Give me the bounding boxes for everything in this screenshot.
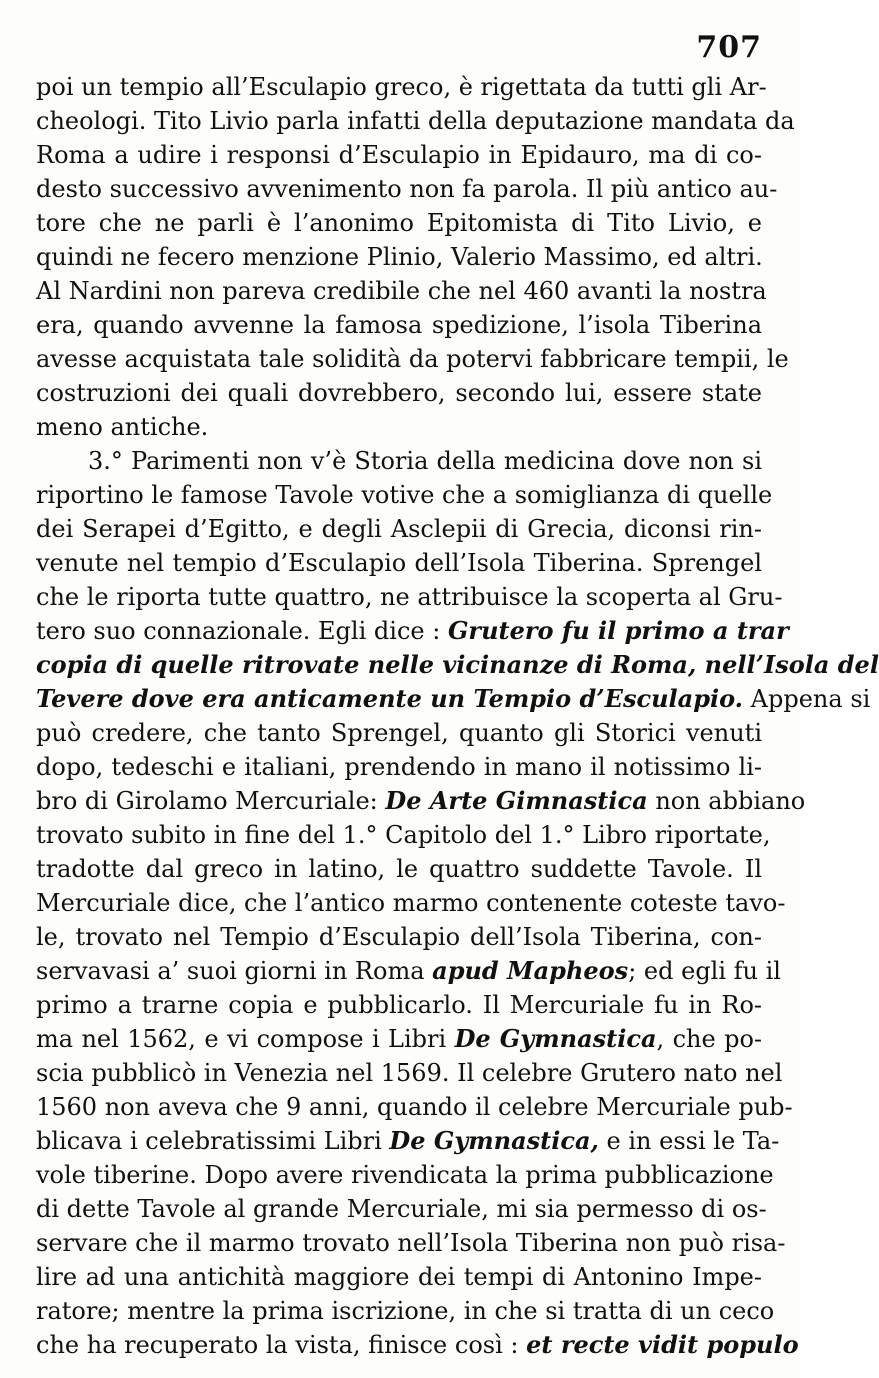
text-run: che ha recuperato la vista, finisce così : xyxy=(36,1331,527,1359)
text-run: trovato subito in fine del 1.° Capitolo del 1.° Libro riportate, xyxy=(36,821,771,849)
text-line xyxy=(36,240,762,274)
text-line xyxy=(36,546,762,580)
text-line xyxy=(36,138,762,172)
text-line xyxy=(36,1294,775,1328)
text-line xyxy=(36,988,762,1022)
text-run: vole tiberine. Dopo avere rivendicata la prima pubblicazione xyxy=(36,1161,774,1189)
text-run: può credere, che tanto Sprengel, quanto gli Storici venuti xyxy=(36,719,762,747)
text-line xyxy=(36,1090,793,1124)
text-run: tradotte dal greco in latino, le quattro suddette Tavole. Il xyxy=(36,855,762,883)
text-run: blicava i celebratissimi Libri xyxy=(36,1127,390,1155)
italic-text: Tevere dove era anticamente un Tempio d’Esculapio. xyxy=(36,684,744,713)
text-run: riportino le famose Tavole votive che a somiglianza di quelle xyxy=(36,481,773,509)
text-line xyxy=(36,478,773,512)
text-run: tero suo connazionale. Egli dice : xyxy=(36,617,448,645)
text-line xyxy=(36,342,789,376)
text-line xyxy=(36,614,789,648)
text-line xyxy=(36,784,806,818)
text-run: venute nel tempio d’Esculapio dell’Isola Tiberina. Sprengel xyxy=(36,549,762,577)
text-line xyxy=(36,1328,799,1362)
italic-text: De Gymnastica xyxy=(454,1024,657,1053)
text-run: Appena si xyxy=(743,685,871,713)
text-line xyxy=(36,1124,780,1158)
text-line xyxy=(36,1022,762,1056)
text-line xyxy=(36,308,762,342)
page-number: 707 xyxy=(696,30,762,65)
text-run: 1560 non aveva che 9 anni, quando il celebre Mercuriale pub- xyxy=(36,1093,793,1121)
text-line xyxy=(36,682,871,716)
text-run: servare che il marmo trovato nell’Isola Tiberina non può risa- xyxy=(36,1229,786,1257)
text-run: e in essi le Ta- xyxy=(598,1127,780,1155)
text-run: primo a trarne copia e pubblicarlo. Il Mercuriale fu in Ro- xyxy=(36,991,762,1019)
text-line xyxy=(36,580,783,614)
text-line xyxy=(36,920,762,954)
text-line xyxy=(36,954,781,988)
text-run: di dette Tavole al grande Mercuriale, mi sia permesso di os- xyxy=(36,1195,767,1223)
text-run: era, quando avvenne la famosa spedizione, l’isola Tiberina xyxy=(36,311,762,339)
text-run: ma nel 1562, e vi compose i Libri xyxy=(36,1025,455,1053)
text-run: scia pubblicò in Venezia nel 1569. Il celebre Grutero nato nel xyxy=(36,1059,783,1087)
text-run: Mercuriale dice, che l’antico marmo contenente coteste tavo- xyxy=(36,889,786,917)
text-run: quindi ne fecero menzione Plinio, Valerio Massimo, ed altri. xyxy=(36,243,763,271)
text-run: ratore; mentre la prima iscrizione, in che si tratta di un ceco xyxy=(36,1297,775,1325)
text-line xyxy=(36,852,762,886)
text-run: avesse acquistata tale solidità da potervi fabbricare tempii, le xyxy=(36,345,789,373)
italic-text: Grutero fu il primo a trar xyxy=(447,616,789,645)
text-run: servavasi a’ suoi giorni in Roma xyxy=(36,957,433,985)
text-line xyxy=(36,1192,767,1226)
text-line xyxy=(36,70,767,104)
text-line xyxy=(36,1226,786,1260)
text-line xyxy=(36,886,786,920)
text-run: le, trovato nel Tempio d’Esculapio dell’Isola Tiberina, con- xyxy=(36,923,762,951)
text-run: bro di Girolamo Mercuriale: xyxy=(36,787,386,815)
text-line xyxy=(36,512,762,546)
text-line xyxy=(36,376,762,410)
text-line xyxy=(36,104,795,138)
text-run: tore che ne parli è l’anonimo Epitomista di Tito Livio, e xyxy=(36,209,762,237)
text-line xyxy=(36,444,762,478)
text-line xyxy=(36,274,767,308)
text-run: desto successivo avvenimento non fa parola. Il più antico au- xyxy=(36,175,778,203)
text-run: Roma a udire i responsi d’Esculapio in Epidauro, ma di co- xyxy=(36,141,762,169)
text-run: non abbiano xyxy=(647,787,806,815)
italic-text: De Arte Gimnastica xyxy=(385,786,648,815)
text-line xyxy=(36,818,771,852)
text-run: 3.° Parimenti non v’è Storia della medicina dove non si xyxy=(88,447,762,475)
text-run: Al Nardini non pareva credibile che nel 460 avanti la nostra xyxy=(36,277,767,305)
text-run: che le riporta tutte quattro, ne attribuisce la scoperta al Gru- xyxy=(36,583,783,611)
text-line xyxy=(36,1056,783,1090)
text-run: poi un tempio all’Esculapio greco, è rigettata da tutti gli Ar- xyxy=(36,73,767,101)
text-run: dei Serapei d’Egitto, e degli Asclepii di Grecia, diconsi rin- xyxy=(36,515,762,543)
text-run: cheologi. Tito Livio parla infatti della deputazione mandata da xyxy=(36,107,795,135)
text-run: costruzioni dei quali dovrebbero, secondo lui, essere state xyxy=(36,379,762,407)
text-run: dopo, tedeschi e italiani, prendendo in mano il notissimo li- xyxy=(36,753,762,781)
text-line xyxy=(36,1260,762,1294)
text-line xyxy=(36,410,762,444)
text-line xyxy=(36,206,762,240)
italic-text: et recte vidit populo xyxy=(526,1330,799,1359)
text-line xyxy=(36,750,762,784)
text-run: meno antiche. xyxy=(36,413,209,441)
page-text xyxy=(36,70,879,1362)
text-line xyxy=(36,716,762,750)
text-run: , che po- xyxy=(656,1025,762,1053)
text-line xyxy=(36,648,879,682)
text-run: lire ad una antichità maggiore dei tempi di Antonino Impe- xyxy=(36,1263,762,1291)
italic-text: De Gymnastica, xyxy=(389,1126,599,1155)
text-run: ; ed egli fu il xyxy=(628,957,781,985)
text-line xyxy=(36,172,778,206)
italic-text: copia di quelle ritrovate nelle vicinanze di Roma, nell’Isola del xyxy=(36,650,879,679)
text-line xyxy=(36,1158,774,1192)
italic-text: apud Mapheos xyxy=(432,956,629,985)
